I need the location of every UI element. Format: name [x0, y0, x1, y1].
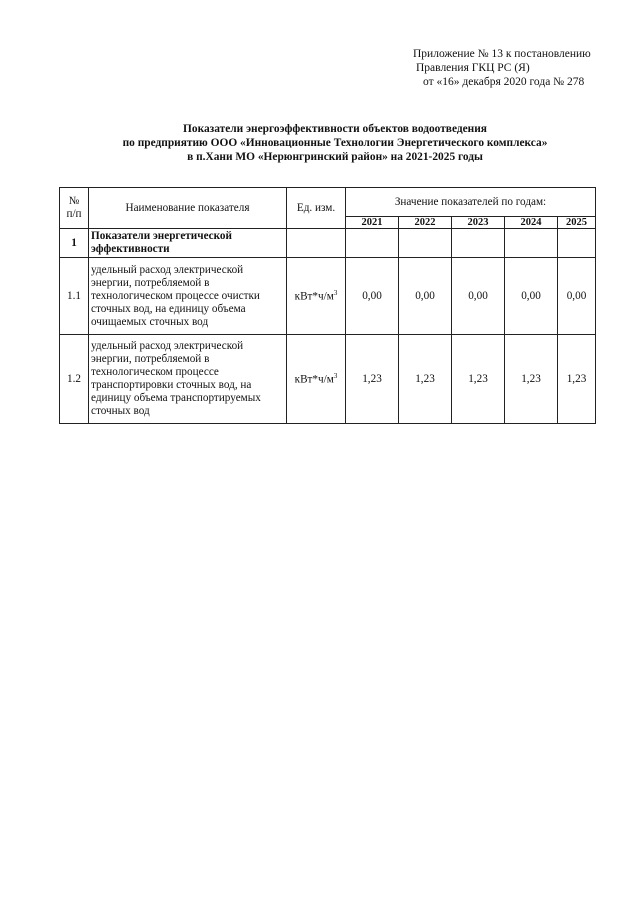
- value-cell: 1,23: [505, 335, 558, 424]
- year-header: 2022: [399, 217, 452, 229]
- value-cell: 0,00: [346, 258, 399, 335]
- row-unit: [287, 335, 346, 424]
- unit-base: кВт*ч/м: [294, 290, 334, 303]
- appendix-line-3: от «16» декабря 2020 года № 278: [423, 76, 585, 88]
- value-cell: 1,23: [452, 335, 505, 424]
- unit-sup: 3: [333, 372, 338, 381]
- row-name: удельный расход электрической энергии, потребляемой в технологическом процессе очистки сточных вод, на единицу объема очищаемых сточных вод: [89, 258, 287, 335]
- table-row: [60, 335, 596, 424]
- unit-sup: 3: [333, 289, 338, 298]
- value-cell: 0,00: [399, 258, 452, 335]
- document-title: [40, 122, 630, 164]
- year-header: 2024: [505, 217, 558, 229]
- header-num-label: № п/п: [66, 195, 82, 220]
- empty-cell: [287, 229, 346, 258]
- row-unit: [287, 258, 346, 335]
- table-row-section: [60, 229, 596, 258]
- value-cell: 1,23: [399, 335, 452, 424]
- appendix-line-1: Приложение № 13 к постановлению: [413, 48, 591, 60]
- appendix-line-2: Правления ГКЦ РС (Я): [416, 62, 530, 74]
- empty-cell: [346, 229, 399, 258]
- table-row: [60, 258, 596, 335]
- header-name: Наименование показателя: [89, 188, 287, 229]
- row-num: 1: [60, 229, 89, 258]
- value-cell: 0,00: [558, 258, 596, 335]
- title-line-3: в п.Хани МО «Нерюнгринский район» на 2021-2025 годы: [187, 151, 483, 163]
- value-cell: 1,23: [346, 335, 399, 424]
- row-num: 1.1: [60, 258, 89, 335]
- year-header: 2021: [346, 217, 399, 229]
- empty-cell: [558, 229, 596, 258]
- value-cell: 0,00: [505, 258, 558, 335]
- value-cell: 1,23: [558, 335, 596, 424]
- header-num: [60, 188, 89, 229]
- header-values: Значение показателей по годам:: [346, 188, 596, 217]
- row-name: удельный расход электрической энергии, потребляемой в технологическом процессе транспортировки сточных вод, на единицу объема транспортируемых сточных вод: [89, 335, 287, 424]
- appendix-note: [380, 47, 610, 89]
- title-line-1: Показатели энергоэффективности объектов водоотведения: [183, 123, 487, 135]
- indicators-table: [59, 187, 596, 424]
- value-cell: 0,00: [452, 258, 505, 335]
- unit-base: кВт*ч/м: [294, 373, 334, 386]
- empty-cell: [399, 229, 452, 258]
- empty-cell: [505, 229, 558, 258]
- title-line-2: по предприятию ООО «Инновационные Технологии Энергетического комплекса»: [122, 137, 548, 149]
- year-header: 2025: [558, 217, 596, 229]
- year-header: 2023: [452, 217, 505, 229]
- row-name: Показатели энергетической эффективности: [89, 229, 287, 258]
- header-unit: Ед. изм.: [287, 188, 346, 229]
- row-num: 1.2: [60, 335, 89, 424]
- empty-cell: [452, 229, 505, 258]
